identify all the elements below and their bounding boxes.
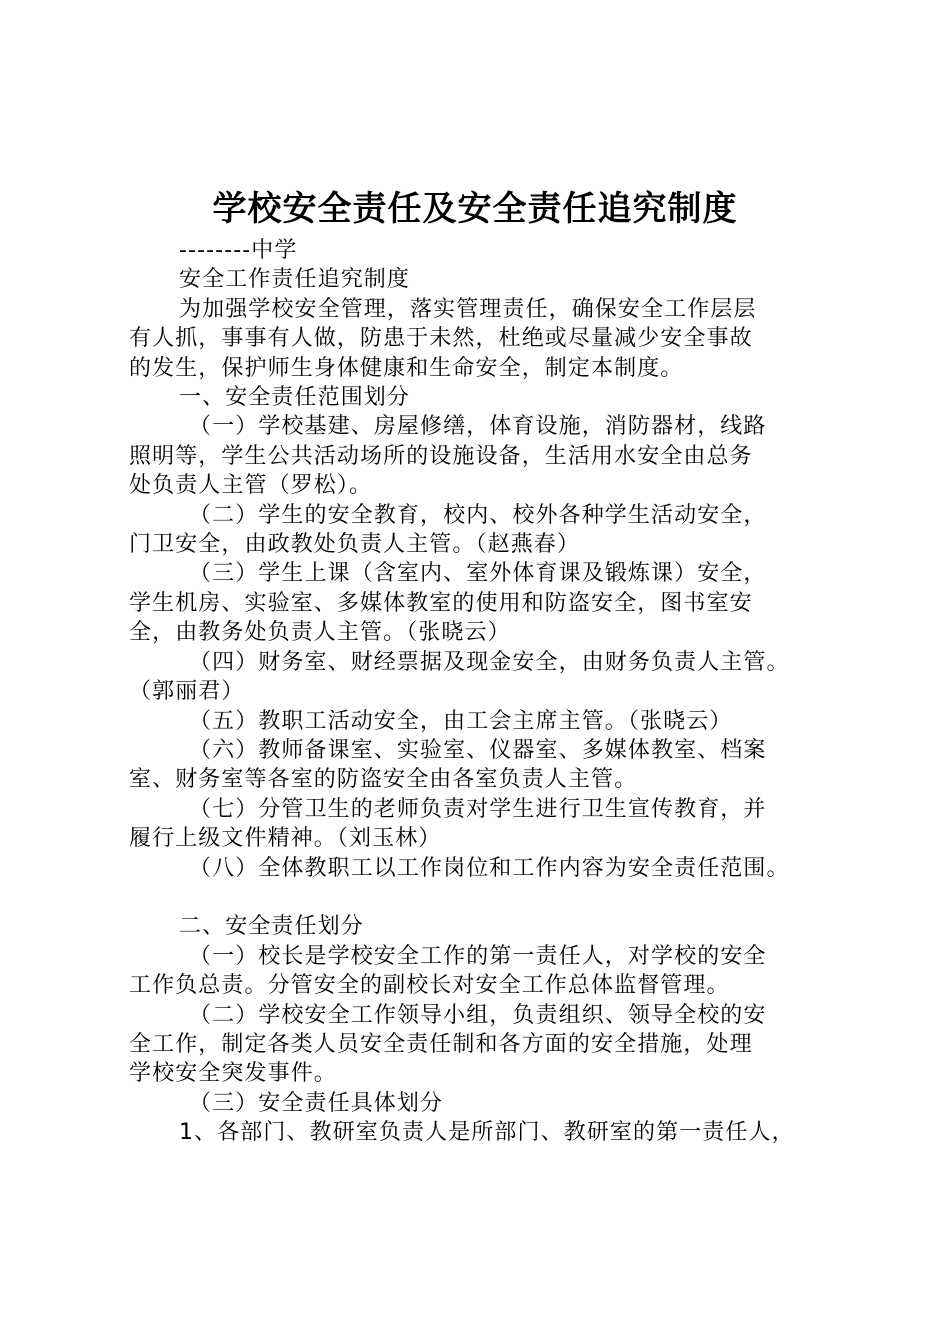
paragraph-line: （二）学生的安全教育，校内、校外各种学生活动安全， [189, 502, 767, 528]
subtitle-line: 安全工作责任追究制度 [179, 267, 411, 293]
subsection-heading: （三）安全责任具体划分 [189, 1090, 444, 1116]
paragraph-line: （四）财务室、财经票据及现金安全，由财务负责人主管。 [189, 649, 790, 675]
section-heading: 二、安全责任划分 [179, 914, 364, 940]
paragraph-line: 的发生，保护师生身体健康和生命安全，制定本制度。 [129, 355, 684, 381]
paragraph-line: （三）学生上课（含室内、室外体育课及锻炼课）安全， [189, 561, 767, 587]
paragraph-line: 全，由教务处负责人主管。（张晓云） [129, 620, 511, 646]
paragraph-line: （二）学校安全工作领导小组，负责组织、领导全校的安 [189, 1002, 767, 1028]
paragraph-line: （八）全体教职工以工作岗位和工作内容为安全责任范围。 [189, 855, 790, 881]
paragraph-line: 为加强学校安全管理，落实管理责任，确保安全工作层层 [179, 296, 757, 322]
document-body [129, 236, 829, 1148]
paragraph-line: 有人抓，事事有人做，防患于未然，杜绝或尽量减少安全事故 [129, 326, 753, 352]
paragraph-line: 室、财务室等各室的防盗安全由各室负责人主管。 [129, 767, 638, 793]
paragraph-line: 门卫安全，由政教处负责人主管。（赵燕春） [129, 532, 581, 558]
blank-line [129, 883, 829, 912]
paragraph-line: 全工作，制定各类人员安全责任制和各方面的安全措施，处理 [129, 1031, 753, 1057]
paragraph-line: （六）教师备课室、实验室、仪器室、多媒体教室、档案 [189, 737, 767, 763]
document-title: 学校安全责任及安全责任追究制度 [212, 189, 738, 229]
section-heading: 一、安全责任范围划分 [179, 385, 411, 411]
paragraph-line: （五）教职工活动安全，由工会主席主管。（张晓云） [189, 708, 733, 734]
paragraph-line: 履行上级文件精神。（刘玉林） [129, 826, 442, 852]
school-name-line: --------中学 [179, 238, 298, 263]
paragraph-line: 学生机房、实验室、多媒体教室的使用和防盗安全，图书室安 [129, 590, 753, 616]
paragraph-line: （一）学校基建、房屋修缮，体育设施，消防器材，线路 [189, 414, 767, 440]
paragraph-line: 学校安全突发事件。 [129, 1061, 337, 1087]
paragraph-line: （郭丽君） [129, 679, 245, 705]
paragraph-line: （七）分管卫生的老师负责对学生进行卫生宣传教育，并 [189, 796, 767, 822]
paragraph-line: 1、各部门、教研室负责人是所部门、教研室的第一责任人， [179, 1120, 795, 1146]
paragraph-line: 处负责人主管（罗松）。 [129, 473, 373, 499]
paragraph-line: 照明等，学生公共活动场所的设施设备，生活用水安全由总务 [129, 443, 753, 469]
paragraph-line: （一）校长是学校安全工作的第一责任人，对学校的安全 [189, 943, 767, 969]
paragraph-line: 工作负总责。分管安全的副校长对安全工作总体监督管理。 [129, 973, 730, 999]
